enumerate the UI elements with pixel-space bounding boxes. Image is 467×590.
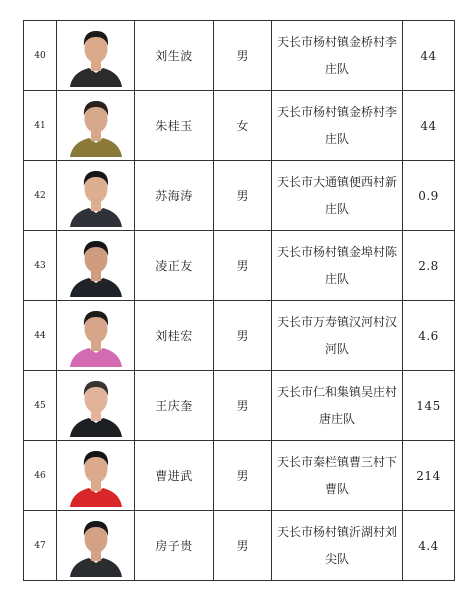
person-address: 天长市杨村镇沂湖村刘尖队 (272, 511, 403, 581)
person-name: 王庆奎 (135, 371, 214, 441)
photo-cell (57, 21, 135, 91)
person-name: 朱桂玉 (135, 91, 214, 161)
row-number: 45 (24, 371, 57, 441)
row-number: 40 (24, 21, 57, 91)
amount: 145 (403, 371, 455, 441)
person-sex: 男 (214, 231, 272, 301)
person-photo-icon (68, 234, 124, 297)
row-number: 46 (24, 441, 57, 511)
amount: 214 (403, 441, 455, 511)
person-name: 刘桂宏 (135, 301, 214, 371)
amount: 44 (403, 21, 455, 91)
table-body (24, 21, 455, 581)
person-photo-icon (68, 374, 124, 437)
photo-cell (57, 161, 135, 231)
person-name: 房子贵 (135, 511, 214, 581)
person-table (23, 20, 455, 581)
person-photo-icon (68, 94, 124, 157)
photo-cell (57, 231, 135, 301)
photo-cell (57, 91, 135, 161)
row-number: 47 (24, 511, 57, 581)
person-name: 刘生波 (135, 21, 214, 91)
photo-cell (57, 511, 135, 581)
photo-cell (57, 301, 135, 371)
amount: 44 (403, 91, 455, 161)
table-row (24, 371, 455, 441)
table-row (24, 161, 455, 231)
table-row (24, 91, 455, 161)
table-row (24, 21, 455, 91)
person-address: 天长市仁和集镇吴庄村唐庄队 (272, 371, 403, 441)
person-sex: 男 (214, 301, 272, 371)
photo-cell (57, 371, 135, 441)
row-number: 44 (24, 301, 57, 371)
person-name: 凌正友 (135, 231, 214, 301)
row-number: 41 (24, 91, 57, 161)
row-number: 43 (24, 231, 57, 301)
person-photo-icon (68, 304, 124, 367)
person-address: 天长市杨村镇金桥村李庄队 (272, 91, 403, 161)
person-address: 天长市秦栏镇曹三村下曹队 (272, 441, 403, 511)
amount: 4.4 (403, 511, 455, 581)
table-row (24, 511, 455, 581)
person-address: 天长市大通镇便西村新庄队 (272, 161, 403, 231)
person-photo-icon (68, 444, 124, 507)
amount: 0.9 (403, 161, 455, 231)
person-sex: 女 (214, 91, 272, 161)
table-row (24, 441, 455, 511)
person-sex: 男 (214, 441, 272, 511)
person-sex: 男 (214, 371, 272, 441)
person-address: 天长市杨村镇金埠村陈庄队 (272, 231, 403, 301)
table-row (24, 231, 455, 301)
table-row (24, 301, 455, 371)
person-name: 曹进武 (135, 441, 214, 511)
photo-cell (57, 441, 135, 511)
row-number: 42 (24, 161, 57, 231)
amount: 2.8 (403, 231, 455, 301)
person-sex: 男 (214, 511, 272, 581)
person-photo-icon (68, 164, 124, 227)
person-photo-icon (68, 24, 124, 87)
amount: 4.6 (403, 301, 455, 371)
person-photo-icon (68, 514, 124, 577)
person-sex: 男 (214, 161, 272, 231)
person-sex: 男 (214, 21, 272, 91)
person-address: 天长市万寿镇汉河村汉河队 (272, 301, 403, 371)
person-name: 苏海涛 (135, 161, 214, 231)
person-address: 天长市杨村镇金桥村李庄队 (272, 21, 403, 91)
